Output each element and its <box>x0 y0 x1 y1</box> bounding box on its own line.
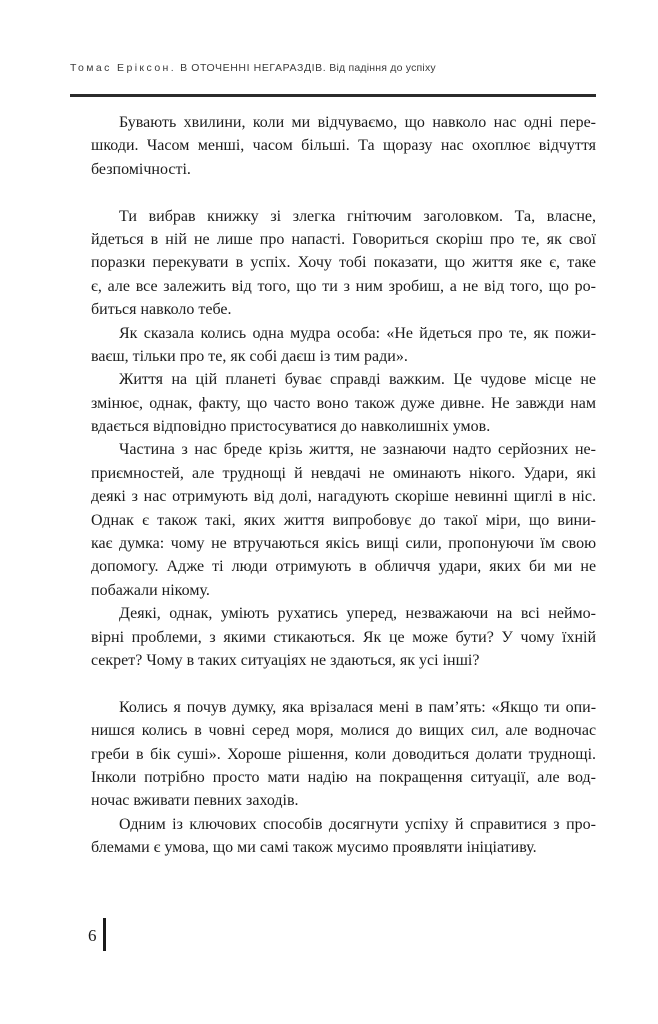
paragraph <box>91 368 596 438</box>
text-line: Як сказала колись одна мудра особа: «Не йдеться про те, як пожи- <box>119 324 597 342</box>
text-line: Деякі, однак, уміють рухатись уперед, незважаючи на всі неймо- <box>119 605 596 623</box>
paragraph <box>91 602 596 672</box>
running-header-book-title: В ОТОЧЕННІ НЕГАРАЗДІВ. <box>180 62 327 74</box>
text-line: ночас вживати певних заходів. <box>91 792 299 810</box>
text-line: Життя на цій планеті буває справді важким. Це чудове місце не <box>119 371 597 389</box>
running-header-author: Томас Еріксон. <box>70 62 177 74</box>
paragraph <box>91 438 596 602</box>
header-rule <box>70 94 596 97</box>
paragraph <box>91 813 596 860</box>
paragraph <box>91 205 596 322</box>
text-line: вдається відповідно пристосуватися до навколишніх умов. <box>91 418 491 436</box>
text-line: биться навколо тебе. <box>91 301 232 319</box>
text-line: безпомічності. <box>91 160 191 178</box>
page-number: 6 <box>88 926 97 945</box>
running-header <box>70 62 600 75</box>
text-line: нишся колись в човні серед моря, молися до вищих сил, але водночас <box>91 722 597 740</box>
paragraph <box>91 322 596 369</box>
paragraph <box>91 696 596 813</box>
text-line: шкоди. Часом менші, часом більші. Та щоразу нас охоплює відчуття <box>91 137 597 155</box>
text-line: Однак є також такі, яких життя випробовує до такої міри, що вини- <box>91 511 596 529</box>
text-line: Частина з нас бреде крізь життя, не зазнаючи надто серйозних не- <box>119 441 596 459</box>
text-line: ваєш, тільки про те, як собі даєш із тим ради». <box>91 347 408 365</box>
text-line: греби в бік суші». Хороше рішення, коли доводиться долати труднощі. <box>91 745 597 763</box>
text-line: Ти вибрав книжку зі злегка гнітючим заголовком. Та, власне, <box>119 207 597 225</box>
text-line: допомогу. Адже ті люди отримують в обличчя удари, яких би ми не <box>91 558 597 576</box>
text-line: Бувають хвилини, коли ми відчуваємо, що навколо нас одні пере- <box>119 114 596 131</box>
paragraph <box>91 111 596 181</box>
text-line: Колись я почув думку, яка врізалася мені в пам’ять: «Якщо ти опи- <box>119 698 597 716</box>
text-line: є, але все залежить від того, що ти з ним зробиш, а не від того, що ро- <box>91 277 596 295</box>
text-line: деякі з нас отримують від долі, нагадують скоріше невинні щиглі в ніс. <box>91 488 596 506</box>
text-line: йдеться в ній не лише про напасті. Говориться скоріш про те, як свої <box>91 230 596 248</box>
text-line: поразки перекувати в успіх. Хочу тобі показати, що життя яке є, таке <box>91 254 597 272</box>
page-body <box>91 111 596 860</box>
running-header-subtitle: Від падіння до успіху <box>329 62 436 74</box>
text-line: Інколи потрібно просто мати надію на покращення ситуації, але вод- <box>91 768 596 786</box>
text-line: приємностей, але труднощі й невдачі не оминають нікого. Удари, які <box>91 464 597 482</box>
text-line: секрет? Чому в таких ситуаціях не здаються, як усі інші? <box>91 651 480 669</box>
text-line: вірні проблеми, з якими стикаються. Як це може бути? У чому їхній <box>91 628 597 646</box>
text-line: блемами є умова, що ми самі також мусимо проявляти ініціативу. <box>91 839 537 857</box>
text-line: Одним із ключових способів досягнути успіху й справитися з про- <box>119 815 596 833</box>
text-line: кає думка: чому не втручаються якісь вищі сили, пропонуючи їм свою <box>91 535 597 553</box>
footer-bar <box>103 918 106 951</box>
text-line: побажали нікому. <box>91 581 210 599</box>
text-line: змінює, однак, факту, що часто воно також дуже дивне. Не завжди нам <box>91 394 597 412</box>
